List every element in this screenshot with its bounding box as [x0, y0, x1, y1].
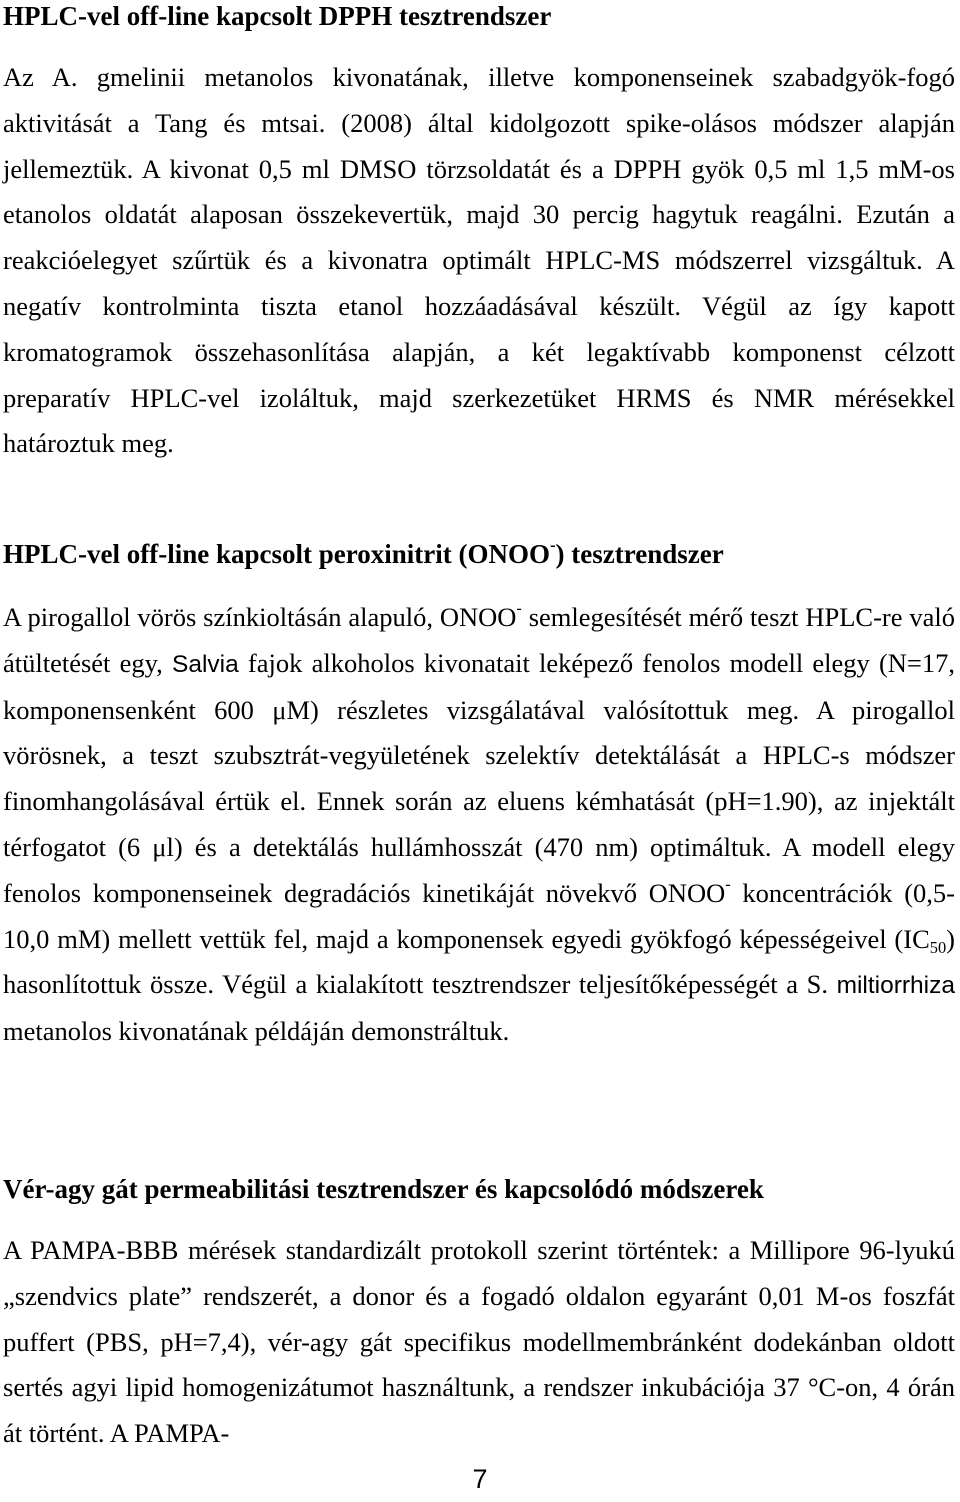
text-run: ) hasonlítottuk össze. Végül a kialakított tesztrendszer teljesítőképességét a S. — [3, 923, 955, 1000]
text-run: fajok alkoholos kivonatait leképező fenolos modell elegy (N=17, komponensenként 600 μM) részletes vizsgálatával valósítottuk meg. A pirogallol vörösnek, a teszt szubsztrát-vegyületének szelektív detektálását a HPLC-s módszer finomhangolásával értük el. Ennek során az eluens kémhatását (pH=1.90), az injektált térfogatot (6 μl) és a detektálás hullámhosszát (470 nm) optimáltuk. A modell elegy fenolos komponenseinek degradációs kinetikáját növekvő ONOO — [3, 647, 955, 908]
genus-name: Salvia — [172, 650, 239, 678]
heading-text: ) tesztrendszer — [555, 539, 724, 569]
superscript-minus: - — [516, 598, 522, 618]
section-heading-bbb: Vér-agy gát permeabilitási tesztrendszer és kapcsolódó módszerek — [3, 1174, 764, 1204]
text-run: A pirogallol vörös színkioltásán alapuló, ONOO — [3, 602, 517, 632]
paragraph-peroxinitrit — [3, 595, 955, 1055]
page-number: 7 — [472, 1464, 488, 1494]
section-heading-peroxinitrit — [3, 535, 724, 570]
heading-text: HPLC-vel off-line kapcsolt peroxinitrit (ONOO — [3, 539, 550, 569]
subscript-50: 50 — [929, 937, 947, 957]
paragraph-dpph: Az A. gmelinii metanolos kivonatának, illetve komponenseinek szabadgyök-fogó aktivitását a Tang és mtsai. (2008) által kidolgozott spike-olásos módszer alapján jellemeztük. A kivonat 0,5 ml DMSO törzsoldatát és a DPPH gyök 0,5 ml 1,5 mM-os etanolos oldatát alaposan összekevertük, majd 30 percig hagytuk reagálni. Ezután a reakcióelegyet szűrtük és a kivonatra optimált HPLC-MS módszerrel vizsgáltuk. A negatív kontrolminta tiszta etanol hozzáadásával készült. Végül az így kapott kromatogramok összehasonlítása alapján, a két legaktívabb komponenst célzott preparatív HPLC-vel izoláltuk, majd szerkezetüket HRMS és NMR mérésekkel határoztuk meg. — [3, 62, 955, 459]
paragraph-bbb: A PAMPA-BBB mérések standardizált protokoll szerint történtek: a Millipore 96-lyukú „szendvics plate” rendszerét, a donor és a fogadó oldalon egyaránt 0,01 M-os foszfát puffert (PBS, pH=7,4), vér-agy gát specifikus modellmembránként dodekánban oldott sertés agyi lipid homogenizátumot használtunk, a rendszer inkubációja 37 °C-on, 4 órán át történt. A PAMPA- — [3, 1235, 955, 1449]
superscript-minus: - — [725, 874, 731, 894]
text-run: koncentrációk (0,5-10,0 mM) mellett vettük fel, majd a komponensek egyedi gyökfogó képességeivel (IC — [3, 877, 955, 954]
text-run: semlegesítését mérő teszt HPLC-re való átültetését egy, — [3, 602, 955, 678]
species-name: miltiorrhiza — [836, 972, 955, 1000]
superscript-minus: - — [549, 535, 556, 555]
text-run: metanolos kivonatának példáján demonstráltuk. — [3, 1016, 510, 1047]
section-heading-dpph: HPLC-vel off-line kapcsolt DPPH tesztrendszer — [3, 1, 552, 31]
